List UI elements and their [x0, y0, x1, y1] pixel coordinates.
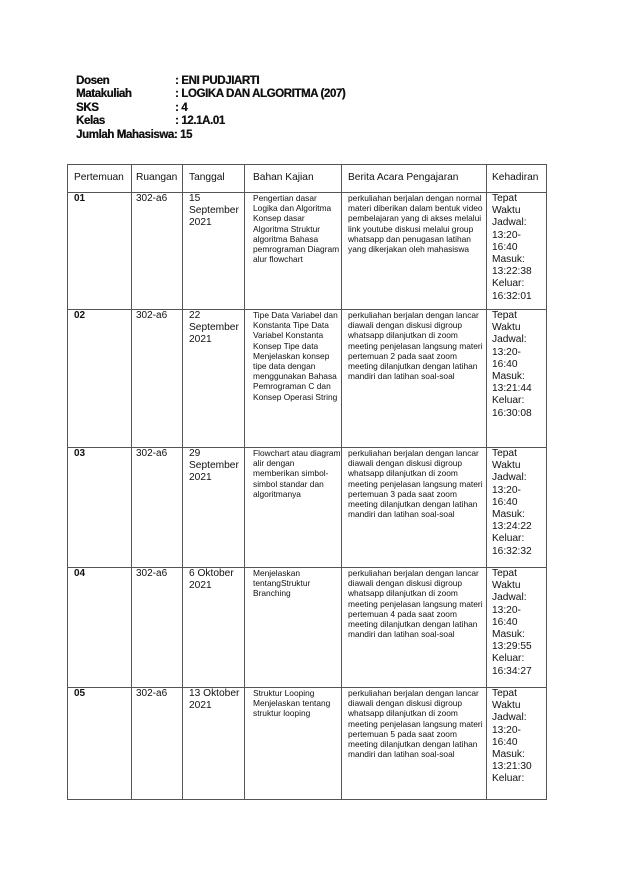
column-header-bahan-kajian: Bahan Kajian [245, 165, 342, 193]
cell-ruangan: 302-a6 [132, 448, 183, 568]
column-header-kehadiran: Kehadiran [487, 165, 547, 193]
header-row-jumlah-mahasiswa [76, 129, 345, 142]
cell-kehadiran: Tepat Waktu Jadwal: 13:20- 16:40 Masuk: 13:21:44 Keluar: 16:30:08 [487, 310, 547, 448]
cell-berita-acara: perkuliahan berjalan dengan lancar diawali dengan diskusi digroup whatsapp dilanjutkan di zoom meeting penjelasan langsung materi pertemuan 2 pada saat zoom meeting dilanjutkan dengan latihan mandiri dan latihan soal-soal [342, 310, 487, 448]
column-header-tanggal: Tanggal [183, 165, 245, 193]
table-row [68, 193, 547, 310]
course-info-header [76, 75, 345, 142]
header-label: Dosen [76, 75, 110, 87]
cell-pertemuan: 01 [68, 193, 132, 310]
cell-berita-acara: perkuliahan berjalan dengan lancar diawali dengan diskusi digroup whatsapp dilanjutkan di zoom meeting penjelasan langsung materi pertemuan 4 pada saat zoom meeting dilanjutkan dengan latihan mandiri dan latihan soal-soal [342, 568, 487, 688]
cell-ruangan: 302-a6 [132, 193, 183, 310]
header-label: SKS [76, 101, 99, 114]
cell-pertemuan: 04 [68, 568, 132, 688]
cell-ruangan: 302-a6 [132, 310, 183, 448]
header-row-kelas [76, 115, 345, 128]
header-value: : 12.1A.01 [175, 115, 225, 128]
table-row [68, 310, 547, 448]
table-row [68, 688, 547, 800]
column-header-ruangan: Ruangan [132, 165, 183, 193]
header-row-dosen [76, 75, 345, 88]
cell-kehadiran: Tepat Waktu Jadwal: 13:20- 16:40 Masuk: 13:24:22 Keluar: 16:32:32 [487, 448, 547, 568]
header-row-matakuliah [76, 88, 345, 101]
cell-bahan-kajian: Pengertian dasar Logika dan Algoritma Konsep dasar Algoritma Struktur algoritma Bahasa pemrograman Diagram alur flowchart [245, 193, 342, 310]
cell-berita-acara: perkuliahan berjalan dengan lancar diawali dengan diskusi digroup whatsapp dilanjutkan di zoom meeting penjelasan langsung materi pertemuan 5 pada saat zoom meeting dilanjutkan dengan latihan mandiri dan latihan soal-soal [342, 688, 487, 800]
cell-tanggal: 22 September 2021 [183, 310, 245, 448]
header-value: : 15 [173, 128, 192, 141]
header-row-sks [76, 102, 345, 115]
cell-pertemuan: 05 [68, 688, 132, 800]
cell-tanggal: 15 September 2021 [183, 193, 245, 310]
cell-pertemuan: 02 [68, 310, 132, 448]
cell-kehadiran: Tepat Waktu Jadwal: 13:20- 16:40 Masuk: 13:22:38 Keluar: 16:32:01 [487, 193, 547, 310]
cell-ruangan: 302-a6 [132, 688, 183, 800]
table-row [68, 448, 547, 568]
cell-tanggal: 29 September 2021 [183, 448, 245, 568]
header-label: Jumlah Mahasiswa [76, 128, 174, 141]
cell-bahan-kajian: Flowchart atau diagram alir dengan memberikan simbol-simbol standar dan algoritmanya [245, 448, 342, 568]
header-value: : LOGIKA DAN ALGORITMA (207) [175, 88, 346, 101]
cell-ruangan: 302-a6 [132, 568, 183, 688]
table-row [68, 568, 547, 688]
cell-kehadiran: Tepat Waktu Jadwal: 13:20- 16:40 Masuk: 13:21:30 Keluar: [487, 688, 547, 800]
table-header-row [68, 165, 547, 193]
cell-tanggal: 6 Oktober 2021 [183, 568, 245, 688]
cell-bahan-kajian: Menjelaskan tentangStruktur Branching [245, 568, 342, 688]
attendance-table [67, 164, 547, 800]
cell-bahan-kajian: Tipe Data Variabel dan Konstanta Tipe Data Variabel Konstanta Konsep Tipe data Menjelaskan konsep tipe data dengan menggunakan Bahasa Pemrograman C dan Konsep Operasi String [245, 310, 342, 448]
cell-bahan-kajian: Struktur Looping Menjelaskan tentang struktur looping [245, 688, 342, 800]
header-label: Matakuliah [76, 88, 132, 101]
column-header-berita-acara: Berita Acara Pengajaran [342, 165, 487, 193]
header-value: : 4 [175, 101, 188, 114]
header-value: : ENI PUDJIARTI [175, 75, 260, 87]
cell-berita-acara: perkuliahan berjalan dengan lancar diawali dengan diskusi digroup whatsapp dilanjutkan di zoom meeting penjelasan langsung materi pertemuan 3 pada saat zoom meeting dilanjutkan dengan latihan mandiri dan latihan soal-soal [342, 448, 487, 568]
cell-pertemuan: 03 [68, 448, 132, 568]
cell-berita-acara: perkuliahan berjalan dengan normal materi diberikan dalam bentuk video pembelajaran yang di akses melalui link youtube diskusi melalui group whatsapp dan penugasan latihan yang dikerjakan oleh mahasiswa [342, 193, 487, 310]
column-header-pertemuan: Pertemuan [68, 165, 132, 193]
cell-kehadiran: Tepat Waktu Jadwal: 13:20- 16:40 Masuk: 13:29:55 Keluar: 16:34:27 [487, 568, 547, 688]
header-label: Kelas [76, 115, 105, 128]
cell-tanggal: 13 Oktober 2021 [183, 688, 245, 800]
